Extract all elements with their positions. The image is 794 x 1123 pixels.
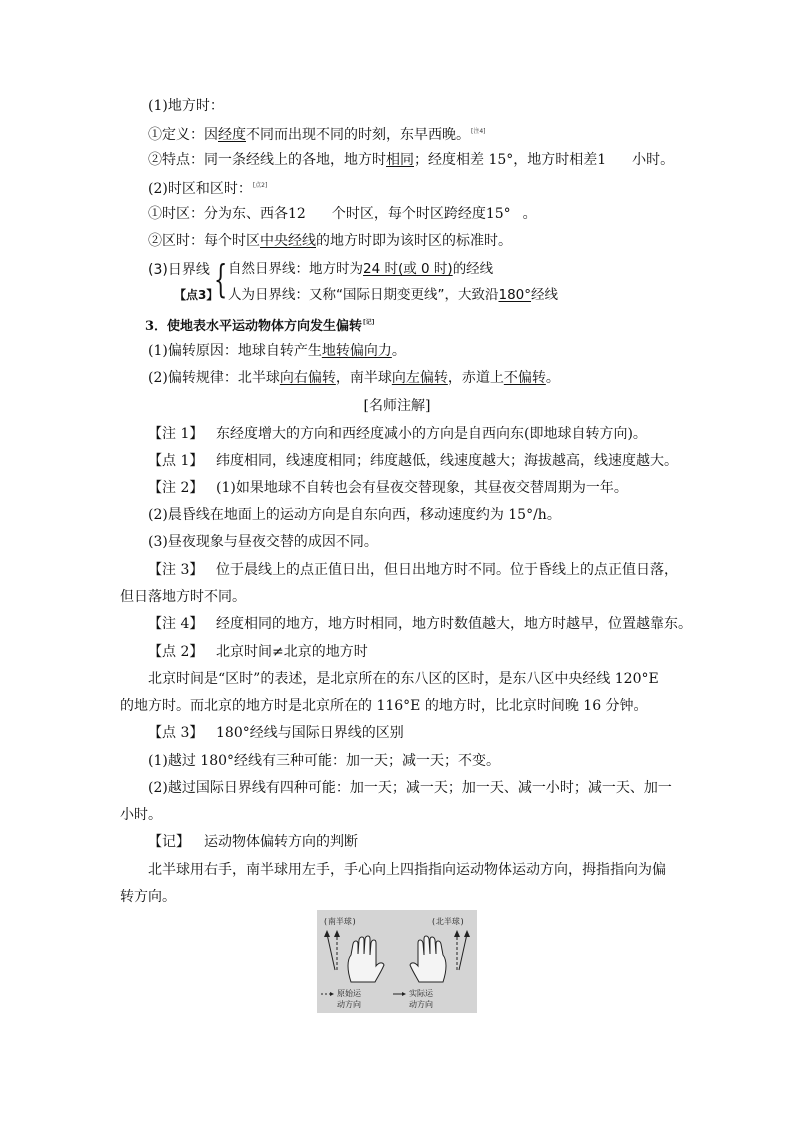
natural-date-line bbox=[228, 259, 493, 279]
underlined-term: 中央经线 bbox=[260, 233, 316, 249]
underlined-term: 相同 bbox=[386, 152, 414, 168]
date-line-block bbox=[148, 257, 648, 305]
point-2-line-2: 北京时间是“区时”的表述，是北京所在的东八区的区时，是东八区中央经线 120°E bbox=[148, 671, 659, 687]
memo-line-3: 转方向。 bbox=[120, 889, 176, 905]
legend-original-direction bbox=[337, 988, 361, 1010]
note-text: 东经度增大的方向和西经度减小的方向是自西向东(即地球自转方向)。 bbox=[216, 426, 647, 442]
text: 。 bbox=[522, 206, 537, 222]
text: ①时区：分为东、西各12 bbox=[148, 206, 306, 222]
arrow-head-icon bbox=[454, 930, 460, 937]
text: ；经度相差 15°，地方时相差1 bbox=[414, 152, 607, 168]
date-line-label: (3)日界线 bbox=[148, 262, 210, 278]
note-label: 【注 4】 bbox=[148, 616, 204, 632]
note-2 bbox=[148, 478, 628, 498]
text: ①定义：因 bbox=[148, 127, 218, 143]
text: 。 bbox=[545, 370, 560, 386]
text: ②特点：同一条经线上的各地，地方时 bbox=[148, 152, 386, 168]
northern-hemisphere-label: (北半球) bbox=[431, 917, 465, 926]
artificial-date-line bbox=[228, 285, 558, 305]
underlined-term: 地转偏向力 bbox=[321, 343, 392, 359]
text: 经线 bbox=[531, 287, 559, 303]
text: 动方向 bbox=[409, 1000, 433, 1009]
note-label: 【注 3】 bbox=[148, 562, 204, 578]
text: 个时区，每个时区跨经度15° bbox=[331, 206, 511, 222]
underlined-term: 不偏转 bbox=[503, 370, 546, 386]
note-label: 【点 1】 bbox=[148, 453, 204, 469]
time-zone-heading bbox=[148, 176, 267, 199]
note-text: 纬度相同，线速度相同；纬度越低，线速度越大；海拔越高，线速度越大。 bbox=[216, 453, 678, 469]
text: (2)时区和区时： bbox=[148, 181, 252, 197]
text: 小时。 bbox=[632, 152, 675, 168]
actual-direction-arrow bbox=[327, 934, 335, 970]
note-text: 180°经线与国际日界线的区别 bbox=[216, 725, 404, 741]
section-3-title bbox=[145, 313, 375, 337]
underlined-term: 180° bbox=[498, 287, 532, 303]
local-time-heading: (1)地方时： bbox=[148, 98, 224, 114]
text: ②区时：每个时区 bbox=[148, 233, 260, 249]
memo-line-2: 北半球用右手，南半球用左手，手心向上四指指向运动物体运动方向，拇指指向为偏 bbox=[148, 862, 666, 878]
text: 实际运 bbox=[409, 989, 433, 998]
text: 的地方时即为该时区的标准时。 bbox=[316, 233, 512, 249]
definition-line bbox=[148, 122, 486, 145]
text: 不同而出现不同的时刻，东早西晚。 bbox=[246, 127, 470, 143]
memo bbox=[148, 832, 358, 852]
text: 动方向 bbox=[337, 1000, 361, 1009]
southern-hemisphere-label: (南半球) bbox=[323, 917, 357, 926]
right-hand-icon bbox=[410, 936, 446, 982]
underlined-term: 经度 bbox=[218, 127, 246, 143]
point-1 bbox=[148, 451, 678, 471]
arrow-head-icon bbox=[330, 992, 334, 996]
deflection-rule bbox=[148, 368, 560, 388]
hand-rule-figure bbox=[317, 910, 477, 1013]
text: (2)偏转规律：北半球 bbox=[148, 370, 280, 386]
text: 的经线 bbox=[452, 261, 494, 277]
point-2-line-3: 的地方时。而北京的地方时是北京所在的 116°E 的地方时，比北京时间晚 16 分钟。 bbox=[120, 698, 648, 714]
note-label: 【点 2】 bbox=[148, 644, 204, 660]
point-3-line-2: (1)越过 180°经线有三种可能：加一天；减一天；不变。 bbox=[148, 753, 501, 769]
note-3-line-2: 但日落地方时不同。 bbox=[120, 589, 246, 605]
text: 人为日界线：又称“国际日期变更线”，大致沿 bbox=[228, 287, 499, 303]
note-3 bbox=[148, 560, 678, 580]
note-label: 【记】 bbox=[148, 834, 190, 850]
note-2-line-3: (3)昼夜现象与昼夜交替的成因不同。 bbox=[148, 534, 378, 550]
notes-heading: [名师注解] bbox=[363, 398, 431, 414]
note-text: 位于晨线上的点正值日出，但日出地方时不同。位于昏线上的点正值日落， bbox=[216, 562, 678, 578]
note-4 bbox=[148, 614, 692, 634]
text: ，赤道上 bbox=[447, 370, 504, 386]
note-text: 运动物体偏转方向的判断 bbox=[204, 834, 358, 850]
underlined-term: 向右偏转 bbox=[279, 370, 336, 386]
left-hand-icon bbox=[348, 936, 384, 982]
arrow-head-icon bbox=[464, 930, 470, 937]
note-text: 经度相同的地方，地方时相同，地方时数值越大，地方时越早，位置越靠东。 bbox=[216, 616, 692, 632]
note-label: 【点 3】 bbox=[148, 725, 204, 741]
note-label: 【注 2】 bbox=[148, 480, 204, 496]
point-3-line-3: (2)越过国际日界线有四种可能：加一天；减一天；加一天、减一小时；减一天、加一 bbox=[148, 780, 672, 796]
arrow-head-icon bbox=[324, 930, 330, 937]
text: 自然日界线：地方时为 bbox=[228, 261, 363, 277]
text: 3．使地表水平运动物体方向发生偏转 bbox=[145, 319, 363, 334]
text: 。 bbox=[391, 343, 406, 359]
text: ，南半球 bbox=[335, 370, 392, 386]
note-label: 【注 1】 bbox=[148, 426, 204, 442]
point-tag: 【点3】 bbox=[174, 288, 219, 302]
note-2-line-2: (2)晨昏线在地面上的运动方向是自东向西，移动速度约为 15°/h。 bbox=[148, 507, 561, 523]
arrow-head-icon bbox=[402, 992, 406, 996]
underlined-term: 24 时(或 0 时) bbox=[363, 261, 453, 277]
deflection-cause bbox=[148, 341, 406, 361]
point-3-line-4: 小时。 bbox=[120, 807, 162, 823]
zone-time-line bbox=[148, 231, 512, 251]
note-tag: [点2] bbox=[252, 182, 268, 189]
time-zone-line bbox=[148, 204, 537, 224]
text: (1)偏转原因：地球自转产生 bbox=[148, 343, 322, 359]
actual-direction-arrow bbox=[459, 934, 467, 970]
note-1 bbox=[148, 424, 647, 444]
point-3 bbox=[148, 723, 404, 743]
legend-actual-direction bbox=[409, 988, 433, 1010]
point-2 bbox=[148, 642, 368, 662]
underlined-term: 向左偏转 bbox=[391, 370, 448, 386]
note-text: (1)如果地球不自转也会有昼夜交替现象，其昼夜交替周期为一年。 bbox=[216, 480, 628, 496]
note-tag: [记] bbox=[363, 319, 375, 326]
note-tag: [注4] bbox=[471, 128, 486, 135]
arrow-head-icon bbox=[334, 930, 340, 937]
brace-icon: { bbox=[214, 257, 228, 301]
note-text: 北京时间≠北京的地方时 bbox=[216, 644, 368, 660]
feature-line bbox=[148, 150, 674, 170]
text: 原始运 bbox=[337, 989, 361, 998]
